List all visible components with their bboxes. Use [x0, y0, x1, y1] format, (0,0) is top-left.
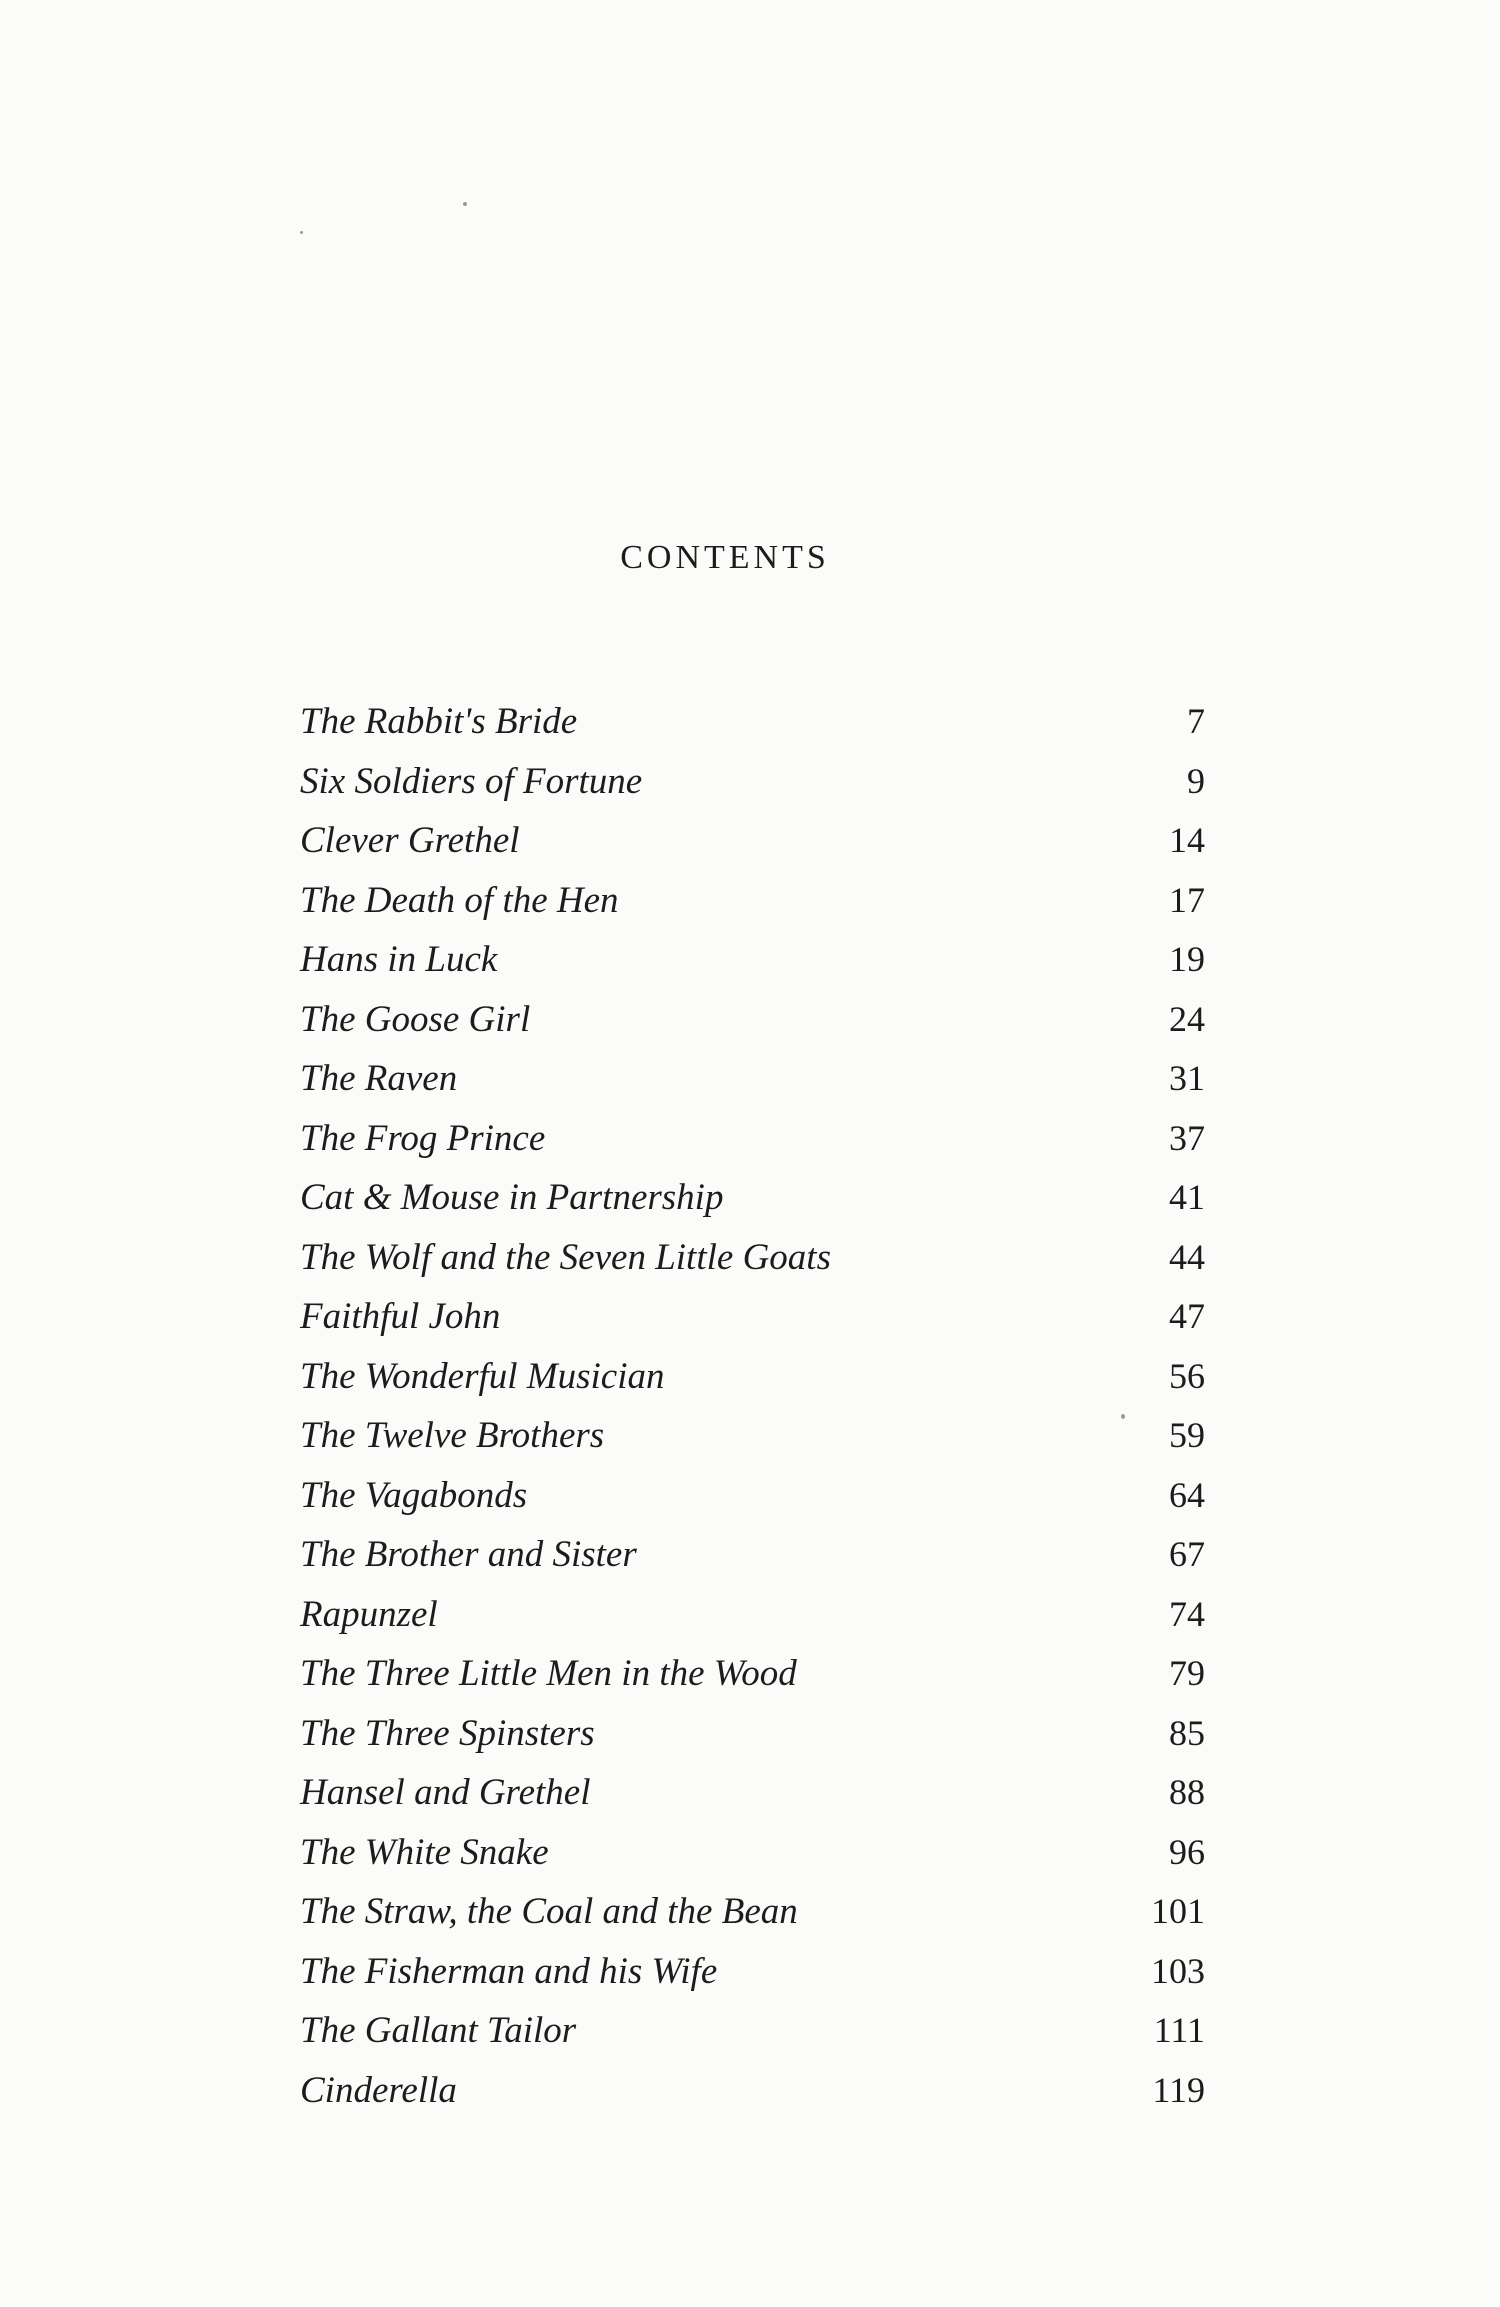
toc-entry-page-number: 9 [1187, 760, 1205, 801]
toc-entry-title: The Goose Girl [300, 998, 531, 1040]
toc-entry-title: Six Soldiers of Fortune [300, 760, 643, 802]
toc-entry-page-number: 119 [1152, 2069, 1205, 2110]
toc-entry-page-number: 64 [1169, 1474, 1205, 1515]
toc-entry-title: Rapunzel [300, 1593, 438, 1635]
contents-heading: CONTENTS [620, 539, 830, 576]
toc-entry-page-number: 59 [1169, 1415, 1205, 1455]
toc-entry [300, 1287, 1205, 1347]
toc-entry-page-number: 7 [1187, 701, 1205, 741]
toc-entry-title: The White Snake [300, 1831, 549, 1873]
toc-entry-title: The Fisherman and his Wife [300, 1950, 718, 1992]
toc-entry [300, 1882, 1205, 1942]
toc-entry-page-number: 14 [1169, 820, 1205, 860]
toc-entry-page-number: 67 [1169, 1534, 1205, 1574]
toc-entry-page-number: 17 [1169, 879, 1205, 920]
toc-entry [300, 692, 1205, 752]
toc-entry-page-number: 31 [1169, 1058, 1205, 1098]
toc-entry [300, 990, 1205, 1050]
toc-entry-title: The Straw, the Coal and the Bean [300, 1891, 798, 1932]
toc-entry-title: Hansel and Grethel [300, 1772, 591, 1813]
toc-entry [300, 930, 1205, 990]
toc-entry-title: The Wolf and the Seven Little Goats [300, 1236, 831, 1278]
toc-entry [300, 1347, 1205, 1407]
toc-entry-page-number: 103 [1151, 1950, 1205, 1991]
toc-entry [300, 1585, 1205, 1645]
toc-entry [300, 1168, 1205, 1228]
toc-entry-page-number: 88 [1169, 1772, 1205, 1812]
toc-entry-page-number: 85 [1169, 1712, 1205, 1753]
toc-entry [300, 1049, 1205, 1109]
toc-entry-title: The Raven [300, 1058, 458, 1099]
toc-entry-title: The Rabbit's Bride [300, 701, 578, 742]
toc-entry [300, 1109, 1205, 1169]
toc-entry-title: Hans in Luck [300, 939, 498, 980]
toc-entry-page-number: 96 [1169, 1831, 1205, 1872]
toc-entry [300, 1466, 1205, 1526]
toc-entry-page-number: 47 [1169, 1296, 1205, 1336]
toc-entry-title: Clever Grethel [300, 820, 520, 861]
toc-entry-page-number: 74 [1169, 1593, 1205, 1634]
paper-speck [300, 231, 303, 234]
toc-entry-page-number: 79 [1169, 1653, 1205, 1693]
toc-entry [300, 811, 1205, 871]
toc-entry-page-number: 19 [1169, 939, 1205, 979]
toc-entry-title: Faithful John [300, 1296, 501, 1337]
toc-entry-title: Cinderella [300, 2069, 457, 2111]
toc-entry [300, 752, 1205, 812]
toc-entry [300, 2061, 1205, 2121]
toc-entry [300, 1525, 1205, 1585]
toc-entry [300, 1406, 1205, 1466]
toc-entry [300, 1942, 1205, 2002]
toc-entry-title: The Three Spinsters [300, 1712, 595, 1754]
toc-entry [300, 1704, 1205, 1764]
toc-entry-page-number: 41 [1169, 1177, 1205, 1217]
toc-entry-title: The Gallant Tailor [300, 2010, 577, 2051]
toc-entry [300, 1228, 1205, 1288]
toc-entry-title: The Frog Prince [300, 1117, 546, 1159]
contents-list [300, 692, 1205, 2120]
toc-entry [300, 1644, 1205, 1704]
toc-entry [300, 2001, 1205, 2061]
toc-entry-title: The Vagabonds [300, 1474, 528, 1516]
toc-entry-page-number: 111 [1153, 2010, 1205, 2050]
toc-entry [300, 1763, 1205, 1823]
toc-entry-page-number: 56 [1169, 1355, 1205, 1396]
toc-entry-title: The Death of the Hen [300, 879, 619, 921]
toc-entry-title: The Brother and Sister [300, 1534, 637, 1575]
toc-entry-page-number: 37 [1169, 1117, 1205, 1158]
toc-entry-page-number: 44 [1169, 1236, 1205, 1277]
toc-entry [300, 871, 1205, 931]
toc-entry-title: The Twelve Brothers [300, 1415, 605, 1456]
toc-entry-title: The Three Little Men in the Wood [300, 1653, 797, 1694]
toc-entry [300, 1823, 1205, 1883]
toc-entry-title: The Wonderful Musician [300, 1355, 665, 1397]
paper-speck [463, 202, 467, 206]
toc-entry-page-number: 101 [1151, 1891, 1205, 1931]
toc-entry-title: Cat & Mouse in Partnership [300, 1177, 724, 1218]
toc-entry-page-number: 24 [1169, 998, 1205, 1039]
